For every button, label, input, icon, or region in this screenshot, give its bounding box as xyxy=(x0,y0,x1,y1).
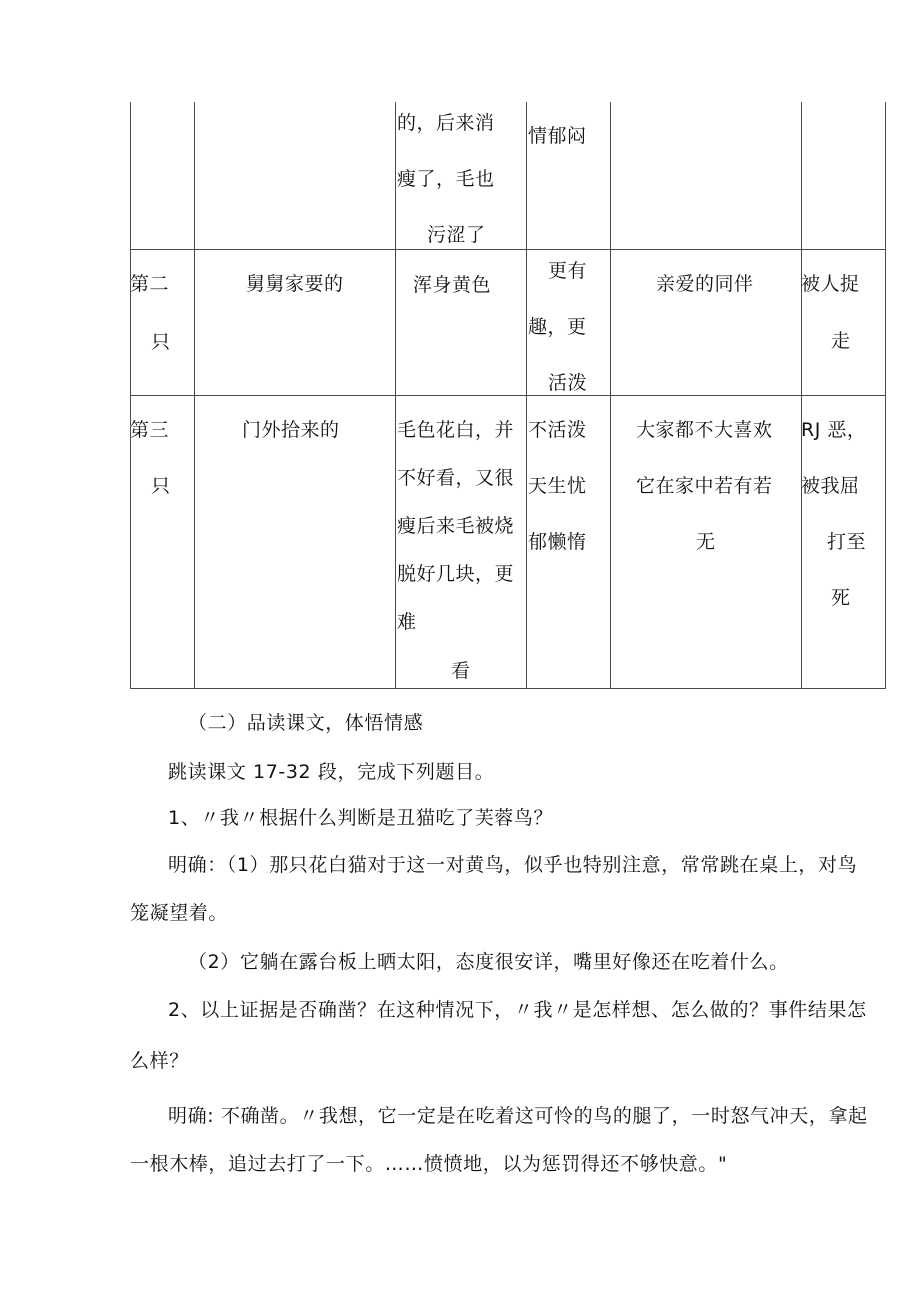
row1-appearance-line: 的，后来消 xyxy=(397,112,495,134)
question-2-line: 2、以上证据是否确凿？在这种情况下，〃我〃是怎样想、怎么做的？事件结果怎 xyxy=(168,999,867,1021)
row3-appearance-line: 瘦后来毛被烧 xyxy=(397,515,515,537)
cat-comparison-table xyxy=(130,102,886,689)
row3-ending-line: RJ 恶， xyxy=(801,419,867,441)
row2-label-line: 只 xyxy=(151,331,171,353)
row1-appearance-line: 瘦了，毛也 xyxy=(397,168,495,190)
row3-temper-line: 天生忧 xyxy=(528,475,587,497)
row2-temper-line: 更有 xyxy=(548,260,588,282)
row3-status-line: 大家都不大喜欢 xyxy=(636,419,773,441)
row3-appearance-line: 看 xyxy=(451,660,471,682)
answer-2-line: 明确: 不确凿。〃我想，它一定是在吃着这可怜的鸟的腿了，一时怒气冲天，拿起 xyxy=(168,1105,868,1127)
table-row-divider xyxy=(130,395,886,396)
row1-temper-line: 情郁闷 xyxy=(528,125,587,147)
row3-origin: 门外拾来的 xyxy=(242,419,340,441)
row3-label-line: 第三 xyxy=(130,419,170,441)
row2-label-line: 第二 xyxy=(130,273,170,295)
row3-temper-line: 郁懒惰 xyxy=(528,531,587,553)
row3-ending-line: 死 xyxy=(831,587,851,609)
row2-ending-line: 被人捉 xyxy=(801,273,860,295)
reading-instruction: 跳读课文 17-32 段，完成下列题目。 xyxy=(168,761,495,783)
row2-temper-line: 趣，更 xyxy=(528,316,587,338)
table-border-bottom xyxy=(130,688,886,689)
row3-temper-line: 不活泼 xyxy=(528,419,587,441)
row2-temper-line: 活泼 xyxy=(548,372,588,394)
answer-1-line: 明确：（1）那只花白猫对于这一对黄鸟，似乎也特别注意，常常跳在桌上，对鸟 xyxy=(168,854,858,876)
row3-status-line: 它在家中若有若 xyxy=(636,475,773,497)
row3-appearance-line: 毛色花白，并 xyxy=(397,419,515,441)
row3-ending-line: 被我屈 xyxy=(801,475,860,497)
question-1: 1、〃我〃根据什么判断是丑猫吃了芙蓉鸟？ xyxy=(168,807,554,829)
answer-1-line: 笼凝望着。 xyxy=(130,902,229,924)
row3-ending-line: 打至 xyxy=(827,531,867,553)
row3-status-line: 无 xyxy=(696,531,716,553)
row3-appearance-line: 难 xyxy=(397,611,417,633)
row3-label-line: 只 xyxy=(151,475,171,497)
table-row-divider xyxy=(130,249,886,250)
row2-status: 亲爱的同伴 xyxy=(656,273,754,295)
answer-1-point-2: （2）它躺在露台板上晒太阳，态度很安详，嘴里好像还在吃着什么。 xyxy=(188,951,789,973)
row3-appearance-line: 脱好几块，更 xyxy=(397,563,515,585)
question-2-line: 么样？ xyxy=(130,1050,189,1072)
row2-origin: 舅舅家要的 xyxy=(246,273,344,295)
row3-appearance-line: 不好看，又很 xyxy=(397,467,515,489)
section-heading: （二）品读课文，体悟情感 xyxy=(188,712,424,734)
answer-2-line: 一根木棒，追过去打了一下。……愤愤地，以为惩罚得还不够快意。" xyxy=(130,1153,728,1175)
row2-appearance: 浑身黄色 xyxy=(413,274,492,296)
row1-appearance-line: 污涩了 xyxy=(427,224,486,246)
row2-ending-line: 走 xyxy=(831,330,851,352)
